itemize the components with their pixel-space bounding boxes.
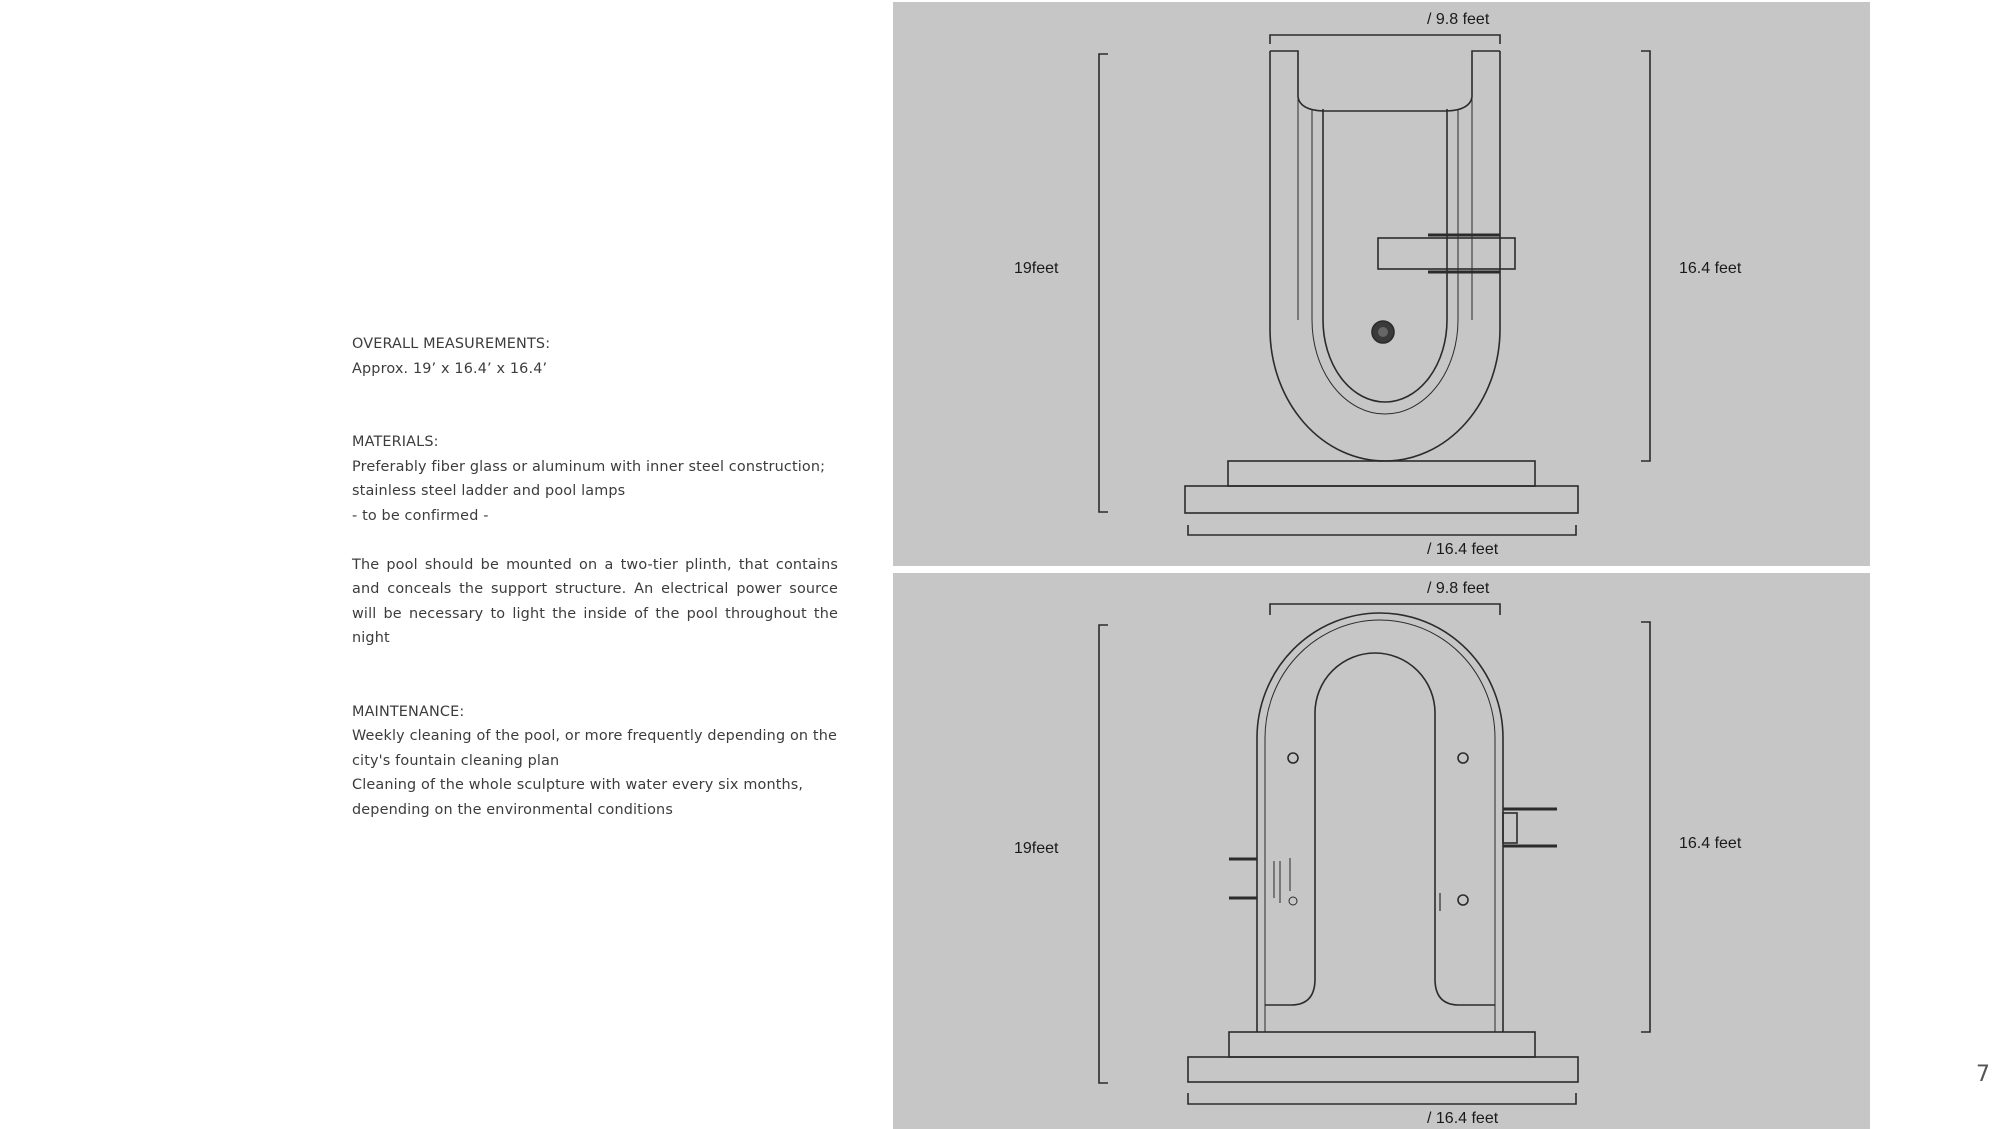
bottom-width-dimension-line bbox=[1188, 1093, 1576, 1104]
fixture-hole bbox=[1288, 753, 1298, 763]
arch-outer bbox=[1257, 613, 1503, 1032]
materials-line: Preferably fiber glass or aluminum with inner steel construction; bbox=[352, 458, 826, 475]
measurements-value: Approx. 19’ x 16.4’ x 16.4’ bbox=[352, 360, 548, 377]
page-number: 7 bbox=[1976, 1062, 1990, 1087]
maintenance-line: Weekly cleaning of the pool, or more frequently depending on the city's fountain cleaning plan bbox=[352, 728, 837, 769]
bottom-width-label: / 16.4 feet bbox=[1427, 1110, 1499, 1127]
left-height-bracket bbox=[1099, 625, 1108, 1083]
arch-inner bbox=[1265, 653, 1495, 1005]
plinth-lower-tier bbox=[1188, 1057, 1578, 1082]
right-height-bracket bbox=[1641, 622, 1650, 1032]
fixture-hole bbox=[1458, 895, 1468, 905]
measurements-heading: OVERALL MEASUREMENTS: bbox=[352, 336, 551, 352]
side-elevation-lines bbox=[893, 2, 1870, 566]
arch-outer-wall bbox=[1265, 620, 1495, 1032]
right-height-label: 16.4 feet bbox=[1679, 835, 1742, 852]
materials-line: - to be confirmed - bbox=[352, 507, 489, 524]
plinth-lower-tier bbox=[1185, 486, 1578, 513]
right-height-label: 16.4 feet bbox=[1679, 260, 1742, 277]
left-height-label: 19feet bbox=[1014, 840, 1059, 857]
left-height-bracket bbox=[1099, 54, 1108, 512]
materials-line: stainless steel ladder and pool lamps bbox=[352, 483, 626, 499]
bottom-width-label: / 16.4 feet bbox=[1427, 541, 1499, 558]
bottom-width-dimension-line bbox=[1188, 525, 1576, 535]
u-body-outer bbox=[1270, 51, 1500, 461]
front-elevation-drawing bbox=[893, 573, 1870, 1129]
left-ladder-rails bbox=[1229, 859, 1257, 898]
top-width-label: / 9.8 feet bbox=[1427, 11, 1490, 28]
top-width-dimension-line bbox=[1270, 35, 1500, 44]
ladder-rails bbox=[1428, 235, 1500, 272]
right-ladder-rails bbox=[1503, 809, 1557, 846]
materials-heading: MATERIALS: bbox=[352, 434, 439, 450]
wall-detail-lines bbox=[1274, 858, 1290, 903]
specification-text bbox=[352, 332, 838, 822]
fixture-hole bbox=[1289, 897, 1297, 905]
maintenance-line: Cleaning of the whole sculpture with water every six months, depending on the environmental conditions bbox=[352, 777, 804, 818]
right-height-bracket bbox=[1641, 51, 1650, 461]
plinth-paragraph: The pool should be mounted on a two-tier plinth, that contains and conceals the support structure. An electrical power source will be necessary to light the inside of the pool throughout the night bbox=[352, 556, 838, 646]
left-height-label: 19feet bbox=[1014, 260, 1059, 277]
plinth-upper-tier bbox=[1228, 461, 1535, 486]
right-ladder-box bbox=[1503, 813, 1517, 843]
u-arms bbox=[1270, 51, 1500, 111]
u-body-inner bbox=[1323, 109, 1447, 402]
side-elevation-drawing bbox=[893, 2, 1870, 566]
top-width-label: / 9.8 feet bbox=[1427, 580, 1490, 597]
plinth-upper-tier bbox=[1229, 1032, 1535, 1057]
maintenance-heading: MAINTENANCE: bbox=[352, 703, 465, 720]
fixture-hole bbox=[1458, 753, 1468, 763]
